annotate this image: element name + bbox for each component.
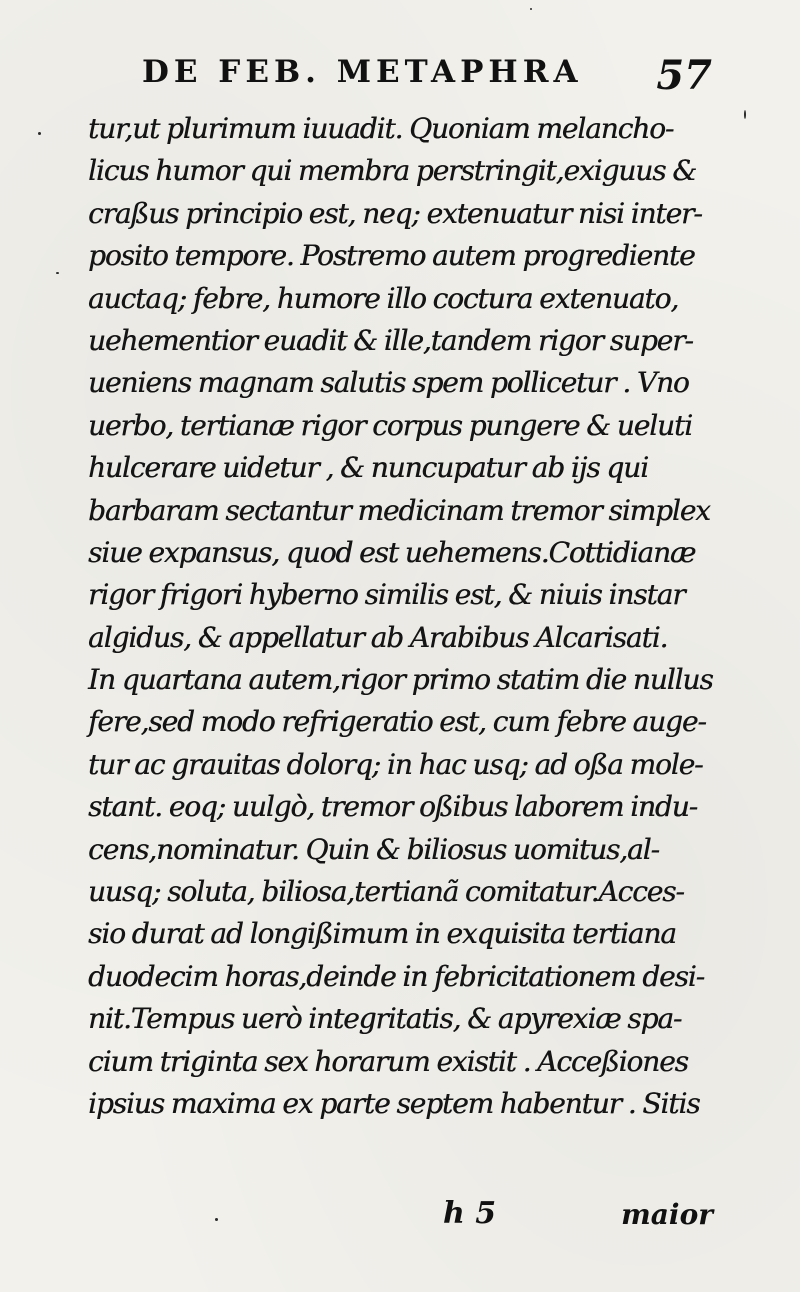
text-line: uusq; soluta, biliosa,tertianã comitatur.Acces-: [88, 875, 684, 909]
text-line: uehementior euadit & ille,tandem rigor super-: [88, 323, 693, 357]
text-line: In quartana autem,rigor primo statim die nullus: [88, 663, 713, 697]
text-line: tur,ut plurimum iuuadit. Quoniam melancho-: [88, 112, 674, 145]
ink-speck: [530, 8, 532, 10]
text-line: siue expansus, quod est uehemens.Cottidianæ: [88, 535, 696, 569]
text-line: stant. eoq; uulgò, tremor oßibus laborem indu-: [88, 790, 697, 824]
text-line: rigor frigori hyberno similis est, & niuis instar: [88, 578, 685, 612]
text-line: hulcerare uidetur , & nuncupatur ab ijs qui: [88, 451, 648, 485]
text-line: craßus principio est, neq; extenuatur nisi inter-: [88, 196, 702, 230]
text-line: posito tempore. Postremo autem progrediente: [88, 239, 695, 273]
text-line: uerbo, tertianæ rigor corpus pungere & ueluti: [88, 408, 692, 442]
text-line: duodecim horas,deinde in febricitationem desi-: [88, 959, 704, 993]
text-line: cium triginta sex horarum existit . Acceßiones: [88, 1044, 688, 1078]
text-line: fere,sed modo refrigeratio est, cum febre auge-: [88, 705, 706, 739]
text-line: algidus, & appellatur ab Arabibus Alcarisati.: [88, 620, 668, 654]
body-text: [88, 108, 713, 1125]
catchword: maior: [621, 1198, 713, 1231]
signature-mark: h 5: [443, 1196, 497, 1231]
text-line: tur ac grauitas dolorq; in hac usq; ad oßa mole-: [88, 747, 703, 781]
text-line: auctaq; febre, humore illo coctura extenuato,: [88, 281, 679, 315]
ink-speck: [38, 132, 41, 135]
text-line: barbaram sectantur medicinam tremor simplex: [88, 493, 710, 527]
ink-speck: [744, 110, 746, 119]
page-header: [142, 52, 712, 106]
text-line: nit.Tempus uerò integritatis, & apyrexiæ spa-: [88, 1002, 682, 1036]
text-line: sio durat ad longißimum in exquisita tertiana: [88, 917, 676, 951]
text-line: cens,nominatur. Quin & biliosus uomitus,al-: [88, 832, 659, 866]
text-line: ipsius maxima ex parte septem habentur . Sitis: [88, 1086, 700, 1120]
page-number: 57: [656, 52, 712, 99]
text-line: licus humor qui membra perstringit,exiguus &: [88, 154, 697, 188]
ink-speck: [56, 272, 59, 274]
text-line: ueniens magnam salutis spem pollicetur . Vno: [88, 366, 689, 400]
page-footer: [88, 1196, 713, 1244]
running-head: DE FEB. METAPHRA: [142, 54, 583, 90]
